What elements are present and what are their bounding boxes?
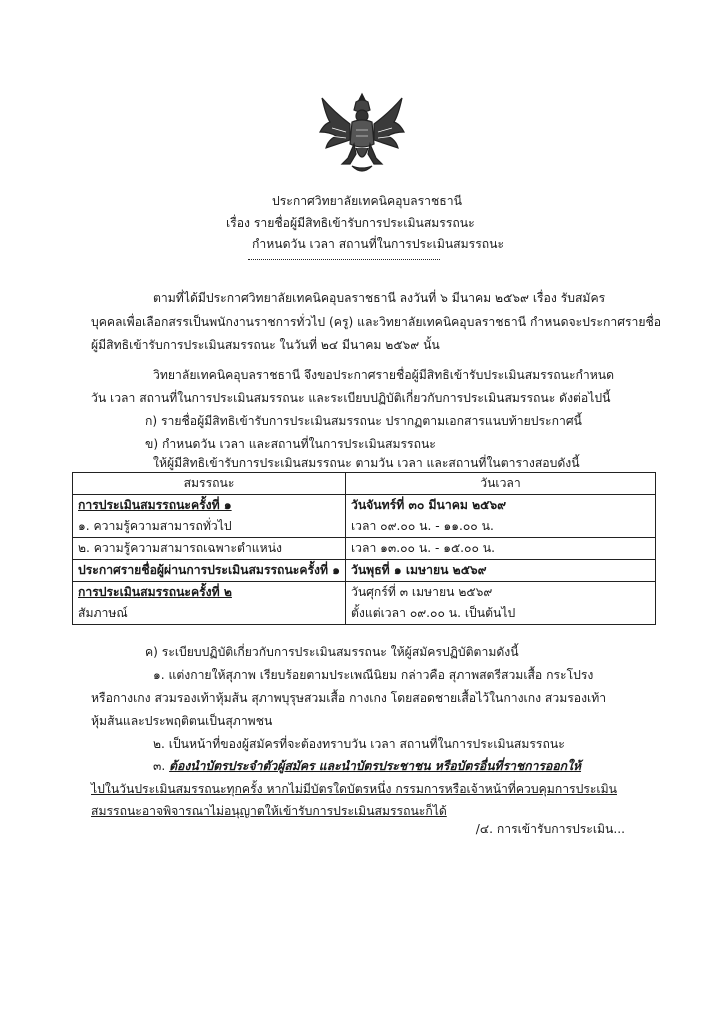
para1-line3: ผู้มีสิทธิเข้ารับการประเมินสมรรถนะ ในวันที่ ๒๔ มีนาคม ๒๕๖๙ นั้น <box>91 338 440 352</box>
announcement-title: ประกาศวิทยาลัยเทคนิคอุบลราชธานี <box>272 194 462 208</box>
rule2: ๒. เป็นหน้าที่ของผู้สมัครที่จะต้องทราบวัน เวลา สถานที่ในการประเมินสมรรถนะ <box>153 737 565 751</box>
announcement-subject: เรื่อง รายชื่อผู้มีสิทธิเข้ารับการประเมินสมรรถนะ <box>226 216 475 230</box>
para1-line1: ตามที่ได้มีประกาศวิทยาลัยเทคนิคอุบลราชธานี ลงวันที่ ๖ มีนาคม ๒๕๖๙ เรื่อง รับสมัคร <box>153 291 606 305</box>
item-a: ก) รายชื่อผู้มีสิทธิเข้ารับการประเมินสมรรถนะ ปรากฏตามเอกสารแนบท้ายประกาศนี้ <box>145 414 582 428</box>
table-row <box>73 495 656 517</box>
item-b-detail: ให้ผู้มีสิทธิเข้ารับการประเมินสมรรถนะ ตามวัน เวลา และสถานที่ในตารางสอบดังนี้ <box>153 456 580 470</box>
round2-item: สัมภาษณ์ <box>73 603 346 625</box>
rule3-text-1: ต้องนำบัตรประจำตัวผู้สมัคร และนำบัตรประชาชน หรือบัตรอื่นที่ราชการออกให้ <box>169 759 582 773</box>
garuda-emblem-icon <box>316 92 408 178</box>
rule1-line3: หุ้มส้นและประพฤติตนเป็นสุภาพชน <box>91 714 273 728</box>
para2-line2: วัน เวลา สถานที่ในการประเมินสมรรถนะ และระเบียบปฏิบัติเกี่ยวกับการประเมินสมรรถนะ ดังต่อไปนี้ <box>91 391 611 405</box>
table-row <box>73 582 656 604</box>
schedule-table <box>72 472 656 625</box>
rule3-number: ๓. <box>153 759 170 773</box>
round1-item1-time: เวลา ๐๙.๐๐ น. - ๑๑.๐๐ น. <box>345 516 655 538</box>
para1-line2: บุคคลเพื่อเลือกสรรเป็นพนักงานราชการทั่วไป (ครู) และวิทยาลัยเทคนิคอุบลราชธานี กำหนดจะประกาศรายชื่อ <box>91 315 662 329</box>
table-row <box>73 603 656 625</box>
item-b: ข) กำหนดวัน เวลา และสถานที่ในการประเมินสมรรถนะ <box>145 437 436 451</box>
round1-date: วันจันทร์ที่ ๓๐ มีนาคม ๒๕๖๙ <box>350 498 507 512</box>
round1-item2: ๒. ความรู้ความสามารถเฉพาะตำแหน่ง <box>73 538 346 560</box>
table-row <box>73 516 656 538</box>
rule1-line2: หรือกางเกง สวมรองเท้าหุ้มส้น สุภาพบุรุษสวมเสื้อ กางเกง โดยสอดชายเสื้อไว้ในกางเกง สวมรองเท้า <box>91 691 607 705</box>
col-header-datetime: วันเวลา <box>345 473 655 495</box>
announcement-subject-2: กำหนดวัน เวลา สถานที่ในการประเมินสมรรถนะ <box>252 237 505 251</box>
rule3-line2: ไปในวันประเมินสมรรถนะทุกครั้ง หากไม่มีบัตรใดบัตรหนึ่ง กรรมการหรือเจ้าหน้าที่ควบคุมการประเมิน <box>91 782 617 796</box>
round1-item2-time: เวลา ๑๓.๐๐ น. - ๑๕.๐๐ น. <box>345 538 655 560</box>
result-announcement-date: วันพุธที่ ๑ เมษายน ๒๕๖๙ <box>345 560 655 582</box>
table-row <box>73 538 656 560</box>
result-announcement: ประกาศรายชื่อผู้ผ่านการประเมินสมรรถนะครั้งที่ ๑ <box>73 560 346 582</box>
header-divider <box>248 259 440 260</box>
round1-heading: การประเมินสมรรถนะครั้งที่ ๑ <box>78 498 232 512</box>
round2-date: วันศุกร์ที่ ๓ เมษายน ๒๕๖๙ <box>345 582 655 604</box>
rule3-line1 <box>153 758 581 774</box>
round2-heading: การประเมินสมรรถนะครั้งที่ ๒ <box>78 585 232 599</box>
item-c: ค) ระเบียบปฏิบัติเกี่ยวกับการประเมินสมรรถนะ ให้ผู้สมัครปฏิบัติตามดังนี้ <box>145 645 519 659</box>
para2-line1: วิทยาลัยเทคนิคอุบลราชธานี จึงขอประกาศรายชื่อผู้มีสิทธิเข้ารับประเมินสมรรถนะกำหนด <box>153 368 615 382</box>
round2-time: ตั้งแต่เวลา ๐๙.๐๐ น. เป็นต้นไป <box>345 603 655 625</box>
table-row <box>73 560 656 582</box>
col-header-competency: สมรรถนะ <box>73 473 346 495</box>
round1-item1: ๑. ความรู้ความสามารถทั่วไป <box>73 516 346 538</box>
continuation-note: /๔. การเข้ารับการประเมิน... <box>475 822 625 836</box>
rule1-line1: ๑. แต่งกายให้สุภาพ เรียบร้อยตามประเพณีนิยม กล่าวคือ สุภาพสตรีสวมเสื้อ กระโปรง <box>153 668 594 682</box>
table-header-row <box>73 473 656 495</box>
rule3-line3: สมรรถนะอาจพิจารณาไม่อนุญาตให้เข้ารับการประเมินสมรรถนะก็ได้ <box>91 804 447 818</box>
